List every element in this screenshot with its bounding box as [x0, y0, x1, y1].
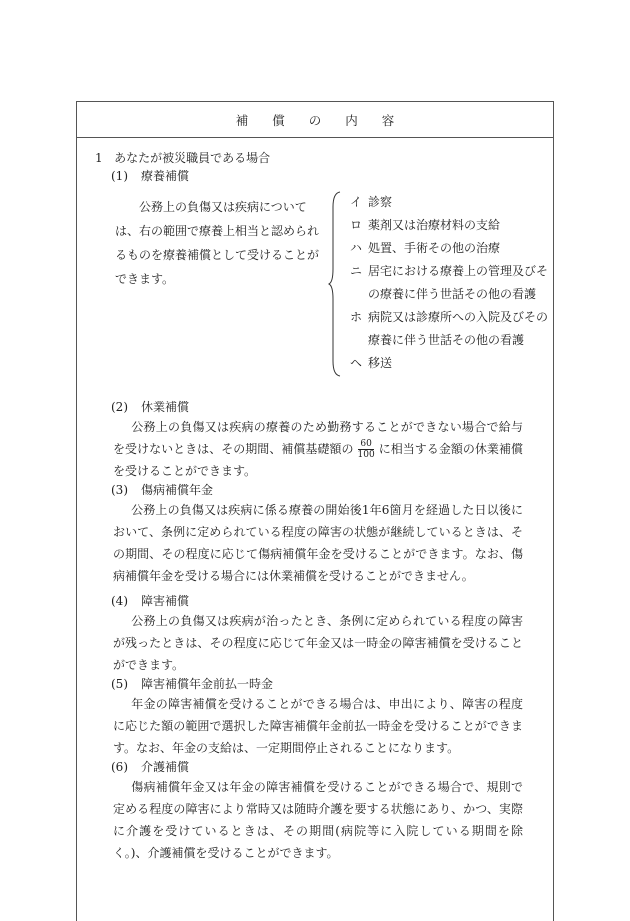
- brace-icon: [328, 191, 342, 377]
- item-heading-5: (5) 障害補償年金前払一時金: [111, 677, 274, 691]
- item-heading-3: (3) 傷病補償年金: [111, 483, 214, 497]
- item-text-5: 年金の障害補償を受けることができる場合は、申出により、障害の程度に応じた額の範囲で選択した障害補償年金前払一時金を受けることができます。なお、年金の支給は、一定期間停止されることになります。: [113, 697, 523, 755]
- item-heading-1: [111, 167, 189, 185]
- section-title: あなたが被災職員である場合: [114, 151, 271, 165]
- list-item: ニ 居宅における療養上の管理及びその療養に伴う世話その他の看護: [350, 264, 549, 301]
- item-text-3: 公務上の負傷又は疾病に係る療養の開始後1年6箇月を経過した日以後において、条例に定められている程度の障害の状態が継続しているときは、その期間、その程度に応じて傷病補償年金を受けることができます。なお、傷病補償年金を受ける場合には休業補償を受けることができません。: [113, 503, 523, 583]
- item-title: 療養補償: [141, 169, 190, 183]
- title-row: [77, 102, 553, 138]
- document-frame: [76, 101, 554, 921]
- section-heading: [95, 149, 270, 167]
- item-text-1: 公務上の負傷又は疾病については、右の範囲で療養上相当と認められるものを療養補償として受けることができます。: [115, 200, 320, 286]
- list-item: ヘ 移送: [350, 356, 393, 370]
- item-text-4: 公務上の負傷又は疾病が治ったとき、条例に定められている程度の障害が残ったときは、その程度に応じて年金又は一時金の障害補償を受けることができます。: [113, 614, 523, 672]
- item-heading-4: (4) 障害補償: [111, 594, 190, 608]
- item-text-2: 公務上の負傷又は疾病の療養のため勤務することができない場合で給与を受けないときは、その期間、補償基礎額の $\frac{60}{100}$ に相当する金額の休業補償を受けることができます。: [113, 420, 523, 478]
- item-heading-6: (6) 介護補償: [111, 760, 190, 774]
- fraction: $\frac{60}{100}$: [357, 439, 375, 460]
- item-number: (1): [111, 169, 128, 183]
- list-item: ハ 処置、手術その他の治療: [350, 241, 501, 255]
- list-item: イ 診察: [350, 195, 393, 209]
- list-item: ロ 薬剤又は治療材料の支給: [350, 218, 501, 232]
- section-number: 1: [95, 151, 103, 165]
- item-text-6: 傷病補償年金又は年金の障害補償を受けることができる場合で、規則で定める程度の障害により常時又は随時介護を要する状態にあり、かつ、実際に介護を受けているときは、その期間(病院等に入院している期間を除く。)、介護補償を受けることができます。: [113, 780, 523, 860]
- item-heading-2: (2) 休業補償: [111, 400, 190, 414]
- care-list: [350, 191, 550, 375]
- list-item: ホ 病院又は診療所への入院及びその療養に伴う世話その他の看護: [350, 310, 549, 347]
- page-title: 補償の内容: [235, 112, 419, 128]
